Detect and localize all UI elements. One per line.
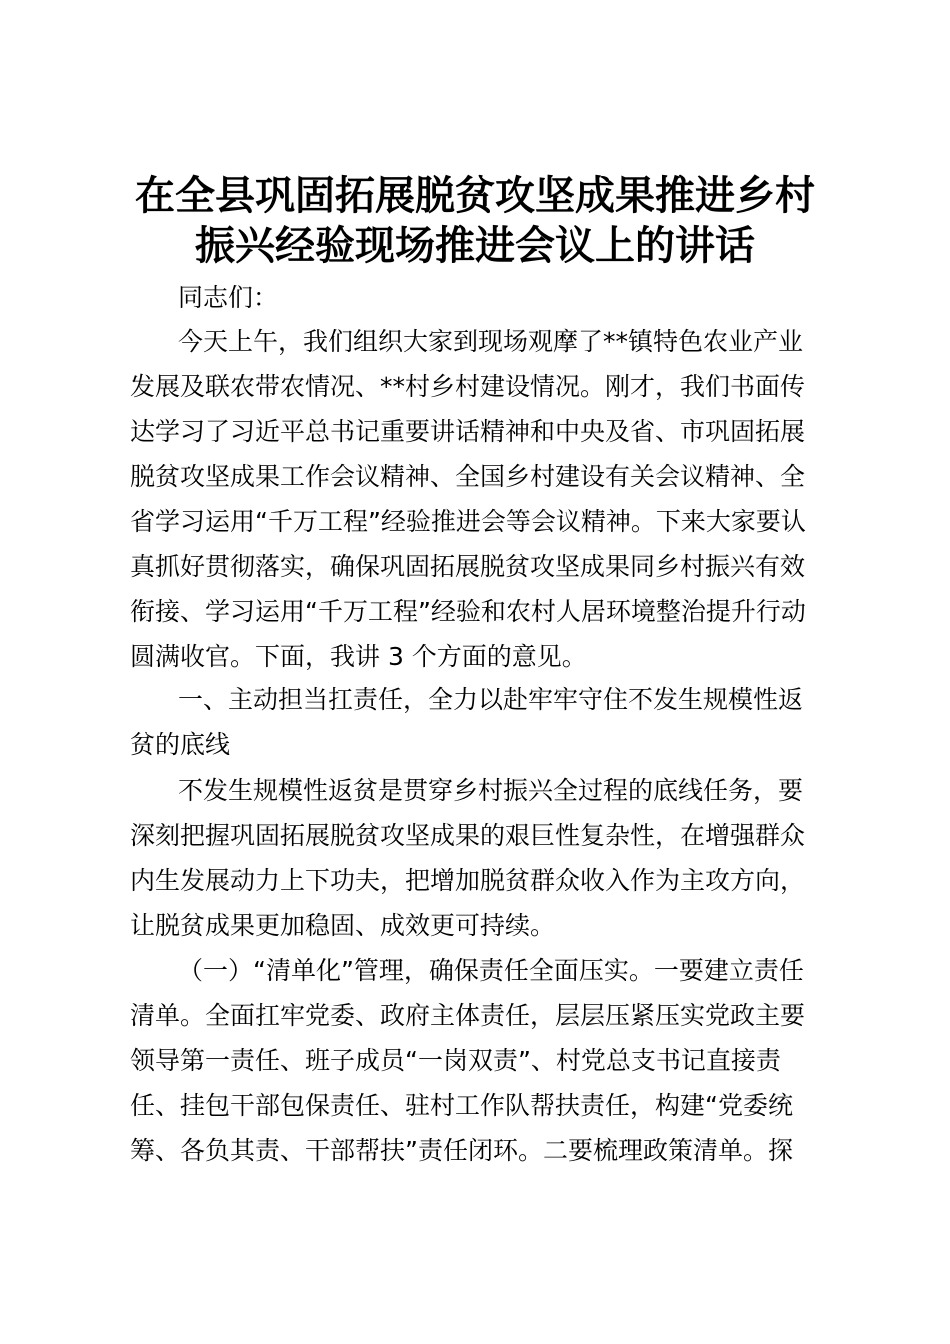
greeting: 同志们： bbox=[178, 283, 279, 312]
section-heading-line: 一、主动担当扛责任，全力以赴牢牢守住不发生规模性返 bbox=[178, 685, 804, 714]
document-title-line-1: 在全县巩固拓展脱贫攻坚成果推进乡村 bbox=[135, 173, 815, 219]
paragraph-line: 省学习运用“千万工程”经验推进会等会议精神。下来大家要认 bbox=[130, 507, 806, 536]
section-heading-line: 贫的底线 bbox=[130, 730, 231, 759]
paragraph-line: 不发生规模性返贫是贯穿乡村振兴全过程的底线任务，要 bbox=[178, 776, 804, 805]
document-title-line-2: 振兴经验现场推进会议上的讲话 bbox=[195, 223, 755, 269]
paragraph-line: 达学习了习近平总书记重要讲话精神和中央及省、市巩固拓展 bbox=[130, 417, 806, 446]
paragraph-line: 圆满收官。下面，我讲 3 个方面的意见。 bbox=[130, 642, 587, 671]
paragraph-line: 真抓好贯彻落实，确保巩固拓展脱贫攻坚成果同乡村振兴有效 bbox=[130, 552, 806, 581]
paragraph-line: 衔接、学习运用“千万工程”经验和农村人居环境整治提升行动 bbox=[130, 597, 806, 626]
subsection-paragraph-line: （一）“清单化”管理，确保责任全面压实。一要建立责任 bbox=[178, 956, 804, 985]
paragraph-line: 发展及联农带农情况、**村乡村建设情况。刚才，我们书面传 bbox=[130, 372, 806, 401]
paragraph-line: 深刻把握巩固拓展脱贫攻坚成果的艰巨性复杂性，在增强群众 bbox=[130, 821, 806, 850]
paragraph-line: 脱贫攻坚成果工作会议精神、全国乡村建设有关会议精神、全 bbox=[130, 462, 806, 491]
paragraph-line: 今天上午，我们组织大家到现场观摩了**镇特色农业产业 bbox=[178, 327, 804, 356]
paragraph-line: 让脱贫成果更加稳固、成效更可持续。 bbox=[130, 911, 556, 940]
paragraph-line: 筹、各负其责、干部帮扶”责任闭环。二要梳理政策清单。探 bbox=[130, 1136, 793, 1165]
paragraph-line: 任、挂包干部包保责任、驻村工作队帮扶责任，构建“党委统 bbox=[130, 1091, 793, 1120]
paragraph-line: 清单。全面扛牢党委、政府主体责任，层层压紧压实党政主要 bbox=[130, 1001, 806, 1030]
paragraph-line: 内生发展动力上下功夫，把增加脱贫群众收入作为主攻方向， bbox=[130, 866, 806, 895]
paragraph-line: 领导第一责任、班子成员“一岗双责”、村党总支书记直接责 bbox=[130, 1046, 781, 1075]
